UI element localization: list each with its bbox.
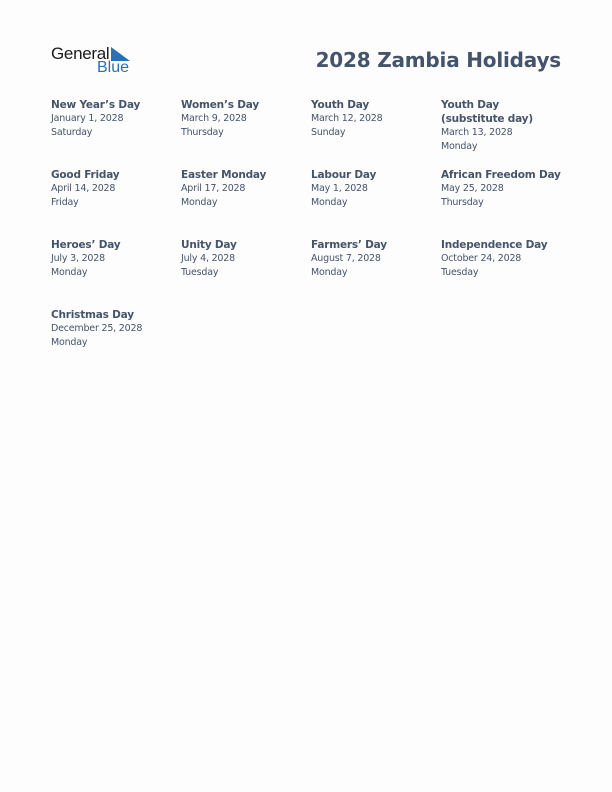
page-header: [0, 0, 612, 90]
generalblue-logo[interactable]: [51, 44, 141, 78]
holiday-item: [181, 98, 311, 168]
holiday-date: March 13, 2028: [441, 127, 513, 138]
holiday-list: [51, 98, 571, 378]
holiday-date: December 25, 2028: [51, 323, 143, 334]
holiday-date: March 12, 2028: [311, 113, 383, 124]
holiday-weekday: Tuesday: [441, 267, 479, 278]
holiday-weekday: Monday: [311, 197, 348, 208]
holiday-name: Good Friday: [51, 169, 120, 181]
holiday-weekday: Sunday: [311, 127, 346, 138]
holiday-weekday: Monday: [311, 267, 348, 278]
holiday-weekday: Saturday: [51, 127, 93, 138]
holiday-name: African Freedom Day: [441, 169, 561, 181]
holiday-weekday: Monday: [181, 197, 218, 208]
holiday-item: [311, 168, 441, 238]
holiday-date: July 3, 2028: [51, 253, 105, 264]
holiday-name: Heroes’ Day: [51, 239, 121, 251]
holiday-weekday: Monday: [441, 141, 478, 152]
holiday-item: [311, 98, 441, 168]
holiday-item: [181, 168, 311, 238]
holiday-date: May 25, 2028: [441, 183, 504, 194]
holiday-weekday: Monday: [51, 267, 88, 278]
holiday-item: [181, 238, 311, 308]
holiday-item: [51, 168, 181, 238]
holiday-date: August 7, 2028: [311, 253, 381, 264]
logo-text-general: General: [51, 44, 110, 63]
holiday-date: March 9, 2028: [181, 113, 247, 124]
holiday-item: [51, 308, 181, 378]
holiday-weekday: Friday: [51, 197, 79, 208]
holiday-weekday: Thursday: [441, 197, 484, 208]
holiday-weekday: Thursday: [181, 127, 224, 138]
holiday-item: [51, 98, 181, 168]
holiday-name: Women’s Day: [181, 99, 259, 111]
holiday-name: Youth Day: [311, 99, 370, 111]
holiday-date: January 1, 2028: [51, 113, 124, 124]
page-title: 2028 Zambia Holidays: [315, 48, 561, 72]
holiday-item: [441, 168, 571, 238]
holiday-name: Christmas Day: [51, 309, 134, 321]
holiday-name: Labour Day: [311, 169, 377, 181]
holiday-date: April 14, 2028: [51, 183, 116, 194]
holiday-weekday: Tuesday: [181, 267, 219, 278]
holiday-item: [51, 238, 181, 308]
holiday-name: Farmers’ Day: [311, 239, 387, 251]
holiday-name: Unity Day: [181, 239, 237, 251]
holiday-date: October 24, 2028: [441, 253, 522, 264]
holiday-item: [311, 238, 441, 308]
holiday-name: Easter Monday: [181, 169, 267, 181]
holiday-date: April 17, 2028: [181, 183, 246, 194]
holiday-item: [441, 98, 571, 168]
logo-text-blue: Blue: [97, 59, 130, 76]
holiday-name: New Year’s Day: [51, 99, 141, 111]
holiday-weekday: Monday: [51, 337, 88, 348]
holiday-name: Youth Day (substitute day): [441, 99, 533, 125]
holiday-date: May 1, 2028: [311, 183, 368, 194]
holiday-name: Independence Day: [441, 239, 548, 251]
holiday-item: [441, 238, 571, 308]
holiday-date: July 4, 2028: [181, 253, 235, 264]
